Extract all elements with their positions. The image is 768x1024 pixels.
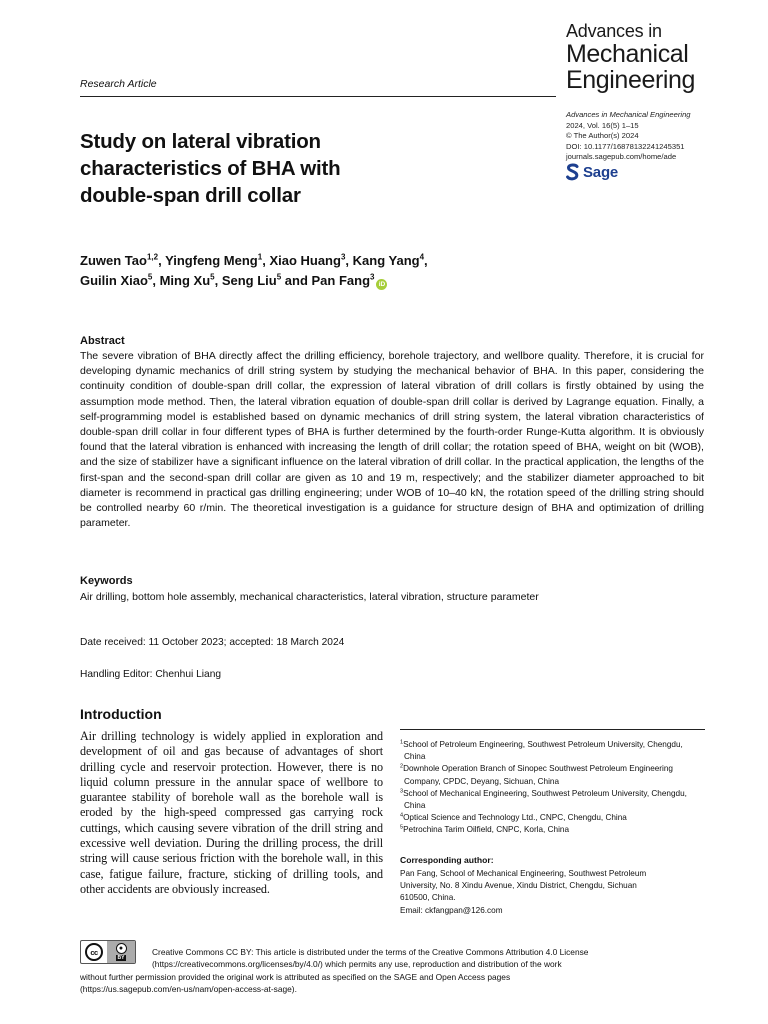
author-affiliation-mark: 1: [257, 252, 263, 262]
affiliation-number: 4: [400, 812, 404, 819]
attribution-person-icon: ●: [116, 943, 127, 954]
license-line: (https://creativecommons.org/licenses/by/4.0/) which permits any use, reproduction and distribution of the work: [152, 959, 562, 970]
license-text: [80, 946, 700, 995]
author-affiliation-mark: 3: [370, 272, 375, 282]
copyright: © The Author(s) 2024: [566, 131, 639, 140]
affiliation-number: 1: [400, 739, 404, 746]
author-name: Yingfeng Meng: [165, 253, 258, 268]
license-line: without further permission provided the original work is attributed as specified on the SAGE and Open Access pages: [80, 971, 511, 982]
author-affiliation-mark: 5: [276, 272, 282, 282]
publisher-logo: [566, 163, 618, 181]
journal-meta-name: Advances in Mechanical Engineering: [566, 110, 691, 119]
affiliation-text: Optical Science and Technology Ltd., CNPC, Chengdu, China: [403, 813, 627, 823]
abstract-text: The severe vibration of BHA directly affect the drilling efficiency, borehole trajectory, and wellbore quality. Therefore, it is crucial for developing dynamic mechanics of drill string system by studying the mechanical behavior of BHA. In this paper, considering the continuity condition of double-span drill collar, the expression of lateral vibration of drill collars is firstly obtained by using the assumption mode method. Then, the lateral vibration equation of double-span drill collar is derived by Lagrange equation. Finally, a self-programming model is established based on dynamic mechanics of drill string system, the lateral vibration characteristics of double-span drill collar in four different types of BHA is further determined by the fourth-order Runge-Kutta algorithm. It is obviously found that the lateral vibration is enhanced with increasing the length of drill collar; the rotation speed of BHA, weight on bit (WOB), and the size of stabilizer have a significant influence on the lateral vibration of drill collar. In the practical application, the lengths of the first-span and the second-span drill collar are given as 10 and 19 m, respectively; and the stabilizer diameter approached to bit diameter is recommend in practical gas drilling engineering; under WOB of 10–40 kN, the rotation speed of the drilling string should be controlled nearby 60 r/min. The theoretical investigation is a guidance for structure design of BHA and optimization of drilling parameter.: [80, 350, 704, 530]
abstract-heading: Abstract: [80, 335, 125, 347]
corresponding-heading: Corresponding author:: [400, 855, 494, 865]
author-name: Guilin Xiao: [80, 273, 148, 288]
volume-info: 2024, Vol. 16(5) 1–15: [566, 120, 639, 130]
introduction-heading: Introduction: [80, 706, 162, 722]
affiliation-text: School of Petroleum Engineering, Southwest Petroleum University, Chengdu, China: [403, 740, 683, 762]
corresponding-line: 610500, China.: [400, 893, 456, 903]
author-list: Zuwen Tao$^{1,2}$, Yingfeng Meng$^1$, Xiao Huang$^3$, Kang Yang$^4$, Guilin Xiao$^5$, Ming Xu$^5$, Seng Liu$^5$ and Pan Fang$^3$iD: [80, 252, 428, 288]
author-name: Kang Yang: [352, 253, 420, 268]
license-line: Creative Commons CC BY: This article is distributed under the terms of the Creative Commons Attribution 4.0 License: [152, 947, 589, 957]
license-line: (https://us.sagepub.com/en-us/nam/open-access-at-sage).: [80, 983, 297, 994]
corresponding-line: University, No. 8 Xindu Avenue, Xindu District, Chengdu, Sichuan: [400, 881, 637, 891]
author-name: Seng Liu: [221, 273, 277, 288]
keywords-heading: Keywords: [80, 575, 133, 587]
author-affiliation-mark: 1,2: [146, 252, 159, 262]
introduction-text: Air drilling technology is widely applied in exploration and development of oil and gas because of advantages of short drilling cycle and reservoir protection. However, there is no liquid column pressure in the annular space of wellbore to guarantee stability of borehole wall as the borehole wall is eroded by the high-speed compressed gas carrying rock cuttings, which causing severe vibration of the drill string and excessive well deviation. During the drilling process, the drill string will cause serious friction with the borehole wall, in this case, fatigue failure, fracture, sticking of drilling tools, and other accidents are obviously increased.: [80, 729, 383, 896]
date-received: Date received: 11 October 2023; accepted: 18 March 2024: [80, 637, 345, 648]
affiliation-text: Petrochina Tarim Oilfield, CNPC, Korla, China: [403, 825, 569, 835]
doi[interactable]: DOI: 10.1177/16878132241245351: [566, 141, 685, 151]
journal-logo-line3: Engineering: [566, 66, 696, 94]
header-divider: [80, 96, 556, 97]
handling-editor: Handling Editor: Chenhui Liang: [80, 669, 222, 680]
affiliation-item: [400, 788, 705, 812]
creative-commons-icon: cc: [85, 943, 103, 961]
affiliation-item: [400, 763, 705, 787]
orcid-icon[interactable]: iD: [376, 279, 387, 290]
sage-icon: [566, 163, 579, 181]
author-affiliation-mark: 5: [210, 272, 215, 282]
keywords-text: Air drilling, bottom hole assembly, mechanical characteristics, lateral vibration, structure parameter: [80, 591, 539, 603]
corresponding-line: Pan Fang, School of Mechanical Engineering, Southwest Petroleum: [400, 869, 647, 878]
journal-meta: [566, 110, 766, 163]
affiliation-text: School of Mechanical Engineering, Southwest Petroleum University, Chengdu, China: [403, 788, 687, 811]
journal-logo: [566, 22, 756, 93]
publisher-name: Sage: [583, 163, 619, 181]
affiliation-item: [400, 812, 705, 824]
affiliation-number: 3: [400, 788, 404, 795]
journal-url[interactable]: journals.sagepub.com/home/ade: [566, 152, 677, 161]
affiliation-number: 2: [400, 763, 404, 770]
affiliation-item: [400, 739, 705, 763]
journal-logo-line2: Mechanical: [566, 40, 689, 68]
author-name: Ming Xu: [159, 273, 211, 288]
author-name: Pan Fang: [311, 273, 371, 288]
affiliation-list: [400, 739, 705, 837]
affiliation-number: 5: [400, 824, 404, 831]
affiliation-divider: [400, 729, 705, 730]
author-affiliation-mark: 3: [340, 252, 346, 262]
affiliation-item: [400, 824, 705, 836]
author-name: Xiao Huang: [269, 253, 341, 268]
by-label: BY: [117, 955, 125, 961]
author-affiliation-mark: 5: [147, 272, 153, 282]
journal-logo-line1: Advances in: [566, 21, 662, 41]
corresponding-author: [400, 868, 700, 917]
author-affiliation-mark: 4: [419, 252, 425, 262]
article-type: Research Article: [80, 78, 157, 90]
article-title: Study on lateral vibration characteristics of BHA with double-span drill collar: [80, 130, 341, 207]
corresponding-email[interactable]: Email: ckfangpan@126.com: [400, 905, 503, 915]
affiliation-text: Downhole Operation Branch of Sinopec Southwest Petroleum Engineering Company, CPDC, Deyang, Sichuan, China: [403, 764, 673, 786]
author-name: Zuwen Tao: [80, 253, 147, 268]
